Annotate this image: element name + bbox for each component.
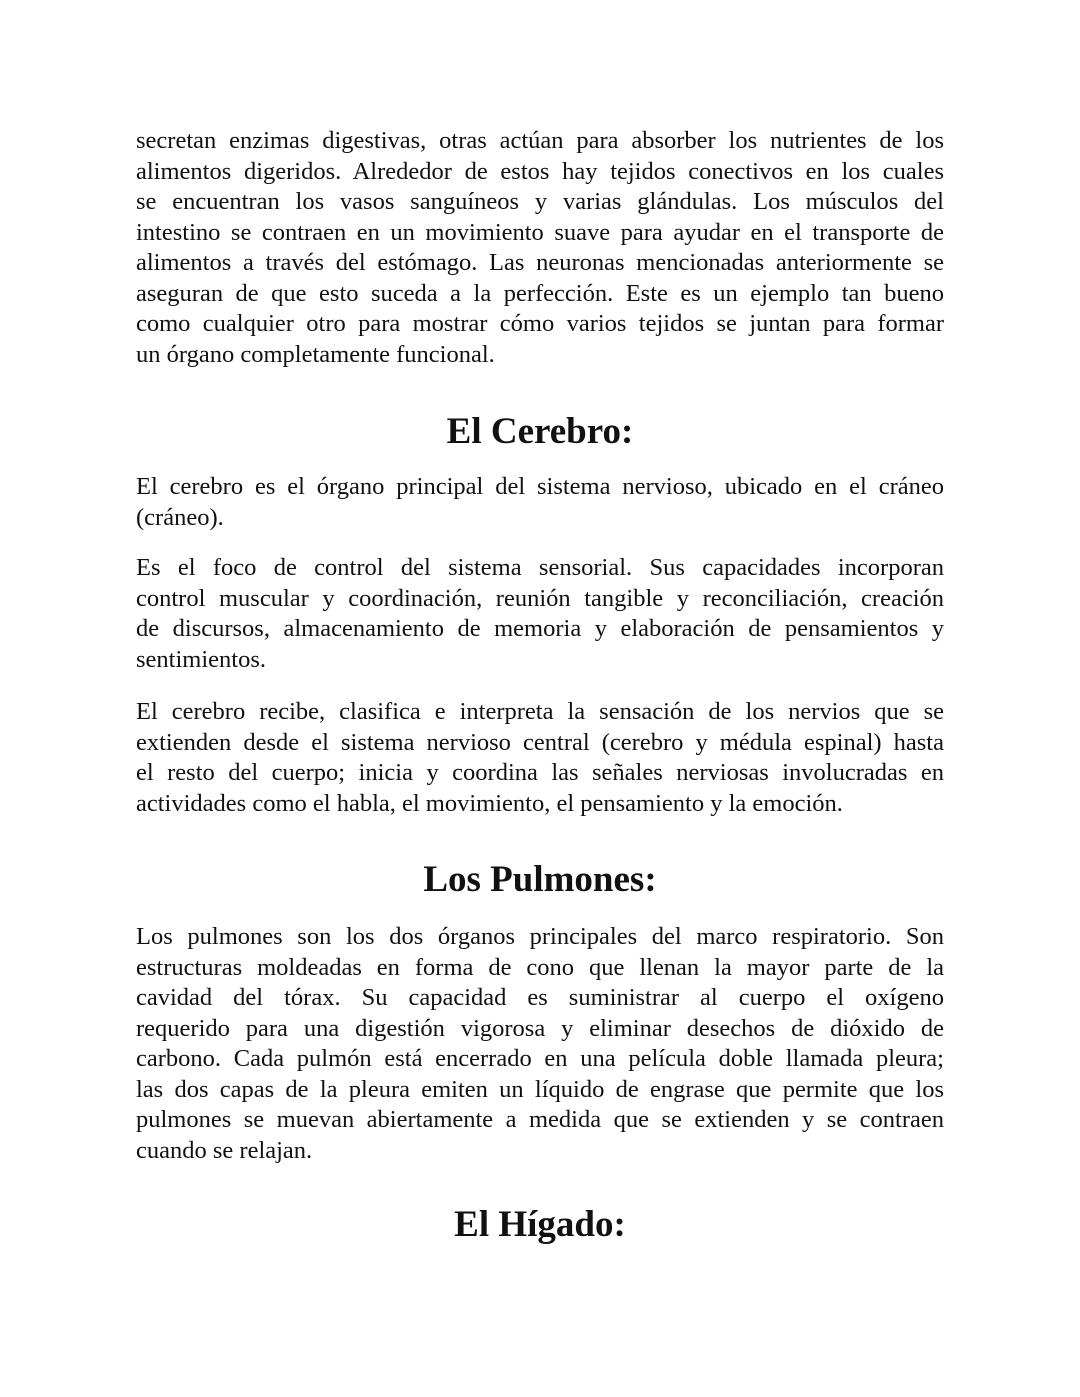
paragraph-pulmones xyxy=(136,922,944,1166)
paragraph-cerebro-sensation xyxy=(136,697,944,819)
text-line: Es el foco de control del sistema sensorial. Sus capacidades incorporan xyxy=(136,554,944,581)
paragraph-cerebro-functions xyxy=(136,553,944,675)
heading-el-higado: El Hígado: xyxy=(454,1204,626,1245)
text-line: control muscular y coordinación, reunión tangible y reconciliación, creación xyxy=(136,584,944,612)
text-line: extienden desde el sistema nervioso central (cerebro y médula espinal) hasta xyxy=(136,728,944,756)
text-line: el resto del cuerpo; inicia y coordina las señales nerviosas involucradas en xyxy=(136,759,944,786)
text-line: actividades como el habla, el movimiento, el pensamiento y la emoción. xyxy=(136,789,843,817)
text-line: intestino se contraen en un movimiento suave para ayudar en el transporte de xyxy=(136,218,944,246)
text-line: las dos capas de la pleura emiten un líquido de engrase que permite que los xyxy=(136,1075,944,1103)
text-line: como cualquier otro para mostrar cómo varios tejidos se juntan para formar xyxy=(136,310,944,337)
heading-el-cerebro: El Cerebro: xyxy=(446,411,634,452)
text-line: Los pulmones son los dos órganos principales del marco respiratorio. Son xyxy=(136,923,944,950)
text-line: alimentos digeridos. Alrededor de estos hay tejidos conectivos en los cuales xyxy=(136,157,944,185)
heading-los-pulmones: Los Pulmones: xyxy=(423,859,657,900)
text-line: (cráneo). xyxy=(136,503,224,531)
text-line: aseguran de que esto suceda a la perfección. Este es un ejemplo tan bueno xyxy=(136,279,944,307)
text-line: cuando se relajan. xyxy=(136,1136,313,1164)
text-line: pulmones se muevan abiertamente a medida que se extienden y se contraen xyxy=(136,1106,944,1133)
text-line: de discursos, almacenamiento de memoria y elaboración de pensamientos y xyxy=(136,615,944,642)
text-line: alimentos a través del estómago. Las neuronas mencionadas anteriormente se xyxy=(136,249,944,276)
text-line: se encuentran los vasos sanguíneos y varias glándulas. Los músculos del xyxy=(136,188,944,215)
text-line: El cerebro recibe, clasifica e interpreta la sensación de los nervios que se xyxy=(136,698,944,725)
paragraph-digestive-tissues xyxy=(136,126,944,370)
text-line: estructuras moldeadas en forma de cono que llenan la mayor parte de la xyxy=(136,953,944,981)
text-line: cavidad del tórax. Su capacidad es suministrar al cuerpo el oxígeno xyxy=(136,984,944,1011)
text-line: carbono. Cada pulmón está encerrado en una película doble llamada pleura; xyxy=(136,1045,944,1072)
text-line: requerido para una digestión vigorosa y eliminar desechos de dióxido de xyxy=(136,1014,944,1042)
text-line: secretan enzimas digestivas, otras actúan para absorber los nutrientes de los xyxy=(136,127,944,154)
paragraph-cerebro-intro xyxy=(136,472,944,533)
text-line: sentimientos. xyxy=(136,645,266,673)
text-line: El cerebro es el órgano principal del sistema nervioso, ubicado en el cráneo xyxy=(136,473,944,500)
text-line: un órgano completamente funcional. xyxy=(136,340,495,368)
